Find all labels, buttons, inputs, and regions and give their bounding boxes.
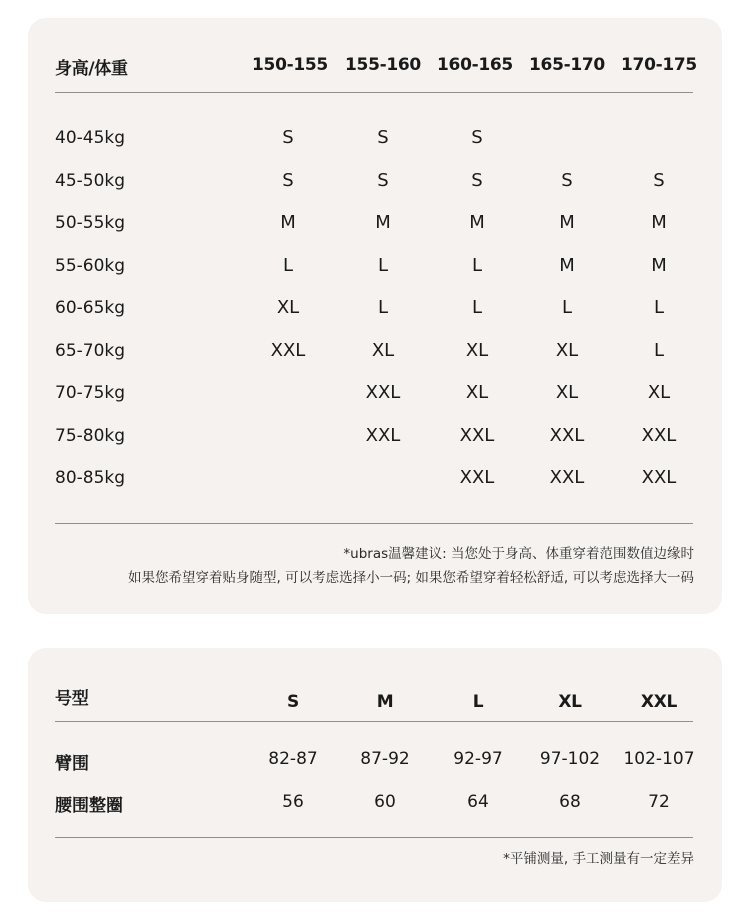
arm-value-m: 87-92 bbox=[360, 749, 410, 769]
size-cell: XXL bbox=[549, 467, 585, 488]
size-cell: XXL bbox=[270, 340, 306, 361]
size-cell: S bbox=[377, 127, 389, 148]
size-cell: S bbox=[471, 170, 483, 191]
size-cell: XXL bbox=[459, 467, 495, 488]
advice-note-line-2: 如果您希望穿着贴身随型, 可以考虑选择小一码; 如果您希望穿着轻松舒适, 可以考虑选择大一码 bbox=[127, 570, 694, 586]
weight-label: 65-70kg bbox=[55, 341, 126, 361]
size-cell: S bbox=[282, 127, 294, 148]
size-cell: XL bbox=[555, 382, 579, 403]
size-cell: M bbox=[375, 212, 391, 233]
arm-value-l: 92-97 bbox=[453, 749, 503, 769]
size-header-xxl: XXL bbox=[640, 692, 678, 712]
size-cell: L bbox=[561, 297, 573, 318]
size-cell: S bbox=[282, 170, 294, 191]
advice-note-line-1: *ubras温馨建议: 当您处于身高、体重穿着范围数值边缘时 bbox=[343, 546, 694, 562]
size-cell: XXL bbox=[641, 425, 677, 446]
size-cell: S bbox=[377, 170, 389, 191]
waist-value-xl: 68 bbox=[559, 792, 581, 812]
size-cell: XXL bbox=[365, 382, 401, 403]
arm-value-xxl: 102-107 bbox=[623, 749, 695, 769]
weight-label: 40-45kg bbox=[55, 128, 126, 148]
size-cell: M bbox=[651, 212, 667, 233]
arm-value-xl: 97-102 bbox=[539, 749, 601, 769]
row-label-waist: 腰围整圈 bbox=[55, 796, 123, 816]
size-cell: XL bbox=[555, 340, 579, 361]
weight-label: 50-55kg bbox=[55, 213, 126, 233]
weight-label: 75-80kg bbox=[55, 426, 126, 446]
weight-label: 80-85kg bbox=[55, 468, 126, 488]
header-divider bbox=[55, 92, 693, 93]
waist-value-s: 56 bbox=[282, 792, 304, 812]
size-cell: L bbox=[653, 297, 665, 318]
size-cell: L bbox=[377, 255, 389, 276]
size-cell: XXL bbox=[549, 425, 585, 446]
waist-value-xxl: 72 bbox=[648, 792, 670, 812]
size-recommendation-card bbox=[28, 18, 722, 614]
weight-label: 60-65kg bbox=[55, 298, 126, 318]
size-cell: M bbox=[559, 255, 575, 276]
size-header-m: M bbox=[376, 692, 394, 712]
size-cell: L bbox=[471, 255, 483, 276]
size-cell: XL bbox=[276, 297, 300, 318]
waist-value-m: 60 bbox=[374, 792, 396, 812]
size-cell: L bbox=[653, 340, 665, 361]
corner-label-height-weight: 身高/体重 bbox=[55, 59, 128, 79]
size-cell: XXL bbox=[459, 425, 495, 446]
size-cell: L bbox=[471, 297, 483, 318]
measurement-note: *平铺测量, 手工测量有一定差异 bbox=[503, 851, 694, 867]
corner-label-size: 号型 bbox=[55, 689, 89, 709]
weight-label: 45-50kg bbox=[55, 171, 126, 191]
size-cell: M bbox=[469, 212, 485, 233]
height-header-2: 155-160 bbox=[345, 55, 421, 75]
size-cell: M bbox=[559, 212, 575, 233]
size-cell: M bbox=[280, 212, 296, 233]
height-header-1: 150-155 bbox=[252, 55, 328, 75]
footer-divider-2 bbox=[55, 837, 693, 838]
size-header-l: L bbox=[472, 692, 484, 712]
size-cell: S bbox=[653, 170, 665, 191]
header-divider-2 bbox=[55, 721, 693, 722]
height-header-3: 160-165 bbox=[437, 55, 513, 75]
footer-divider bbox=[55, 523, 693, 524]
size-cell: L bbox=[377, 297, 389, 318]
size-header-xl: XL bbox=[558, 692, 582, 712]
size-cell: M bbox=[651, 255, 667, 276]
height-header-4: 165-170 bbox=[529, 55, 605, 75]
weight-label: 70-75kg bbox=[55, 383, 126, 403]
size-cell: L bbox=[282, 255, 294, 276]
size-cell: XL bbox=[465, 382, 489, 403]
size-cell: XXL bbox=[641, 467, 677, 488]
size-cell: S bbox=[471, 127, 483, 148]
size-cell: XL bbox=[465, 340, 489, 361]
size-cell: XXL bbox=[365, 425, 401, 446]
size-cell: S bbox=[561, 170, 573, 191]
weight-label: 55-60kg bbox=[55, 256, 126, 276]
measurement-card bbox=[28, 648, 722, 902]
size-cell: XL bbox=[371, 340, 395, 361]
row-label-arm: 臂围 bbox=[55, 754, 89, 774]
height-header-5: 170-175 bbox=[621, 55, 697, 75]
size-header-s: S bbox=[287, 692, 299, 712]
arm-value-s: 82-87 bbox=[268, 749, 318, 769]
size-cell: XL bbox=[647, 382, 671, 403]
waist-value-l: 64 bbox=[467, 792, 489, 812]
